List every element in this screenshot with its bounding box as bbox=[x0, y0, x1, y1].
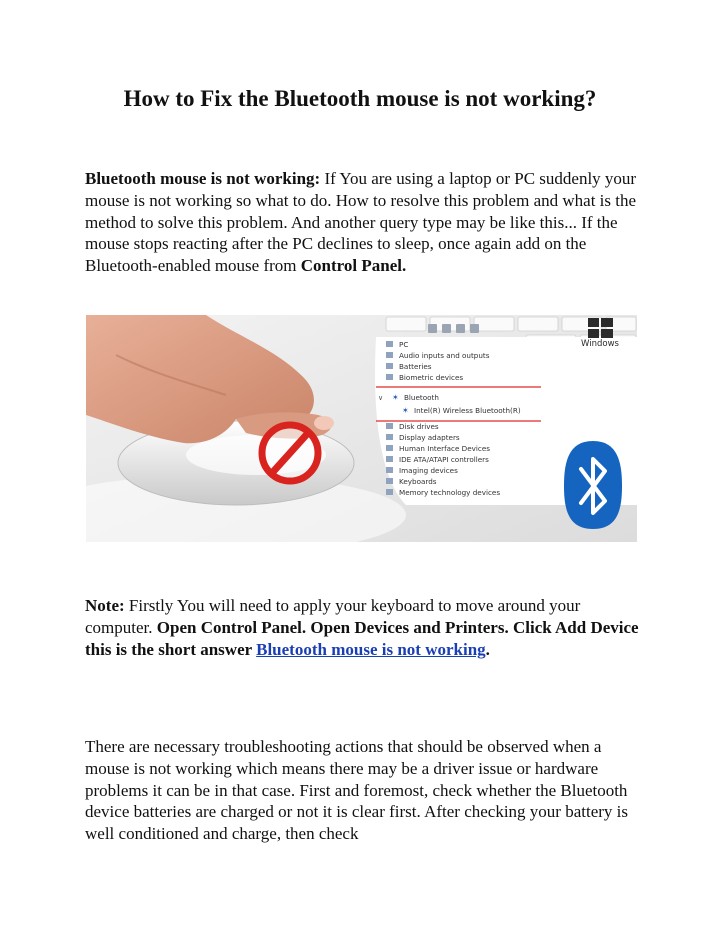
dm-item-batteries: Batteries bbox=[399, 362, 432, 371]
note-label: Note: bbox=[85, 596, 125, 615]
dm-item-hid: Human Interface Devices bbox=[399, 444, 490, 453]
bluetooth-logo-icon bbox=[564, 441, 622, 529]
svg-text:✶: ✶ bbox=[402, 406, 409, 415]
windows-label: Windows bbox=[581, 339, 619, 349]
dm-item-keyboards: Keyboards bbox=[399, 477, 437, 486]
dm-item-display: Display adapters bbox=[399, 433, 460, 442]
troubleshoot-paragraph: There are necessary troubleshooting actions that should be observed when a mouse is not working which means there may be a driver issue or hardware problems it can be in that case. First and foremost, check whether the Bluetooth device batteries are charged or not it is clear first. After checking your battery is well conditioned and charge, then check bbox=[85, 737, 628, 844]
dm-item-biometric: Biometric devices bbox=[399, 373, 464, 382]
dm-item-disk: Disk drives bbox=[399, 422, 439, 431]
dm-bluetooth-child: Intel(R) Wireless Bluetooth(R) bbox=[414, 406, 521, 415]
note-paragraph bbox=[85, 595, 640, 660]
dm-top-item: PC bbox=[399, 340, 409, 349]
note-bold: Open Control Panel. Open Devices and Printers. Click Add Device this is the short answer bbox=[85, 617, 639, 659]
note-body: Firstly You will need to apply your keyboard to move around your computer. bbox=[85, 596, 581, 637]
dm-bluetooth-group: Bluetooth bbox=[404, 393, 439, 402]
bluetooth-small-icon: ✶ bbox=[392, 393, 399, 402]
page-title: How to Fix the Bluetooth mouse is not working? bbox=[123, 86, 597, 111]
intro-end-bold: Control Panel. bbox=[300, 256, 407, 276]
intro-paragraph bbox=[85, 168, 640, 277]
dm-item-ide: IDE ATA/ATAPI controllers bbox=[399, 455, 489, 464]
bluetooth-mouse-image bbox=[86, 315, 637, 542]
dm-item-imaging: Imaging devices bbox=[399, 466, 458, 475]
bluetooth-mouse-link[interactable]: Bluetooth mouse is not working bbox=[256, 639, 486, 659]
intro-lead: Bluetooth mouse is not working: bbox=[85, 169, 321, 188]
svg-text:∨: ∨ bbox=[378, 394, 384, 402]
note-end: . bbox=[485, 639, 490, 659]
dm-item-memory: Memory technology devices bbox=[399, 488, 501, 497]
dm-item-audio: Audio inputs and outputs bbox=[399, 351, 490, 360]
prohibited-sign-icon bbox=[260, 423, 320, 483]
intro-body: If You are using a laptop or PC suddenly your mouse is not working so what to do. How to resolve this problem and what is the method to solve this problem. And another query type may be like this... If the mouse stops reacting after the PC declines to sleep, once again add on the Bluetooth-enabled mouse from bbox=[85, 169, 637, 276]
